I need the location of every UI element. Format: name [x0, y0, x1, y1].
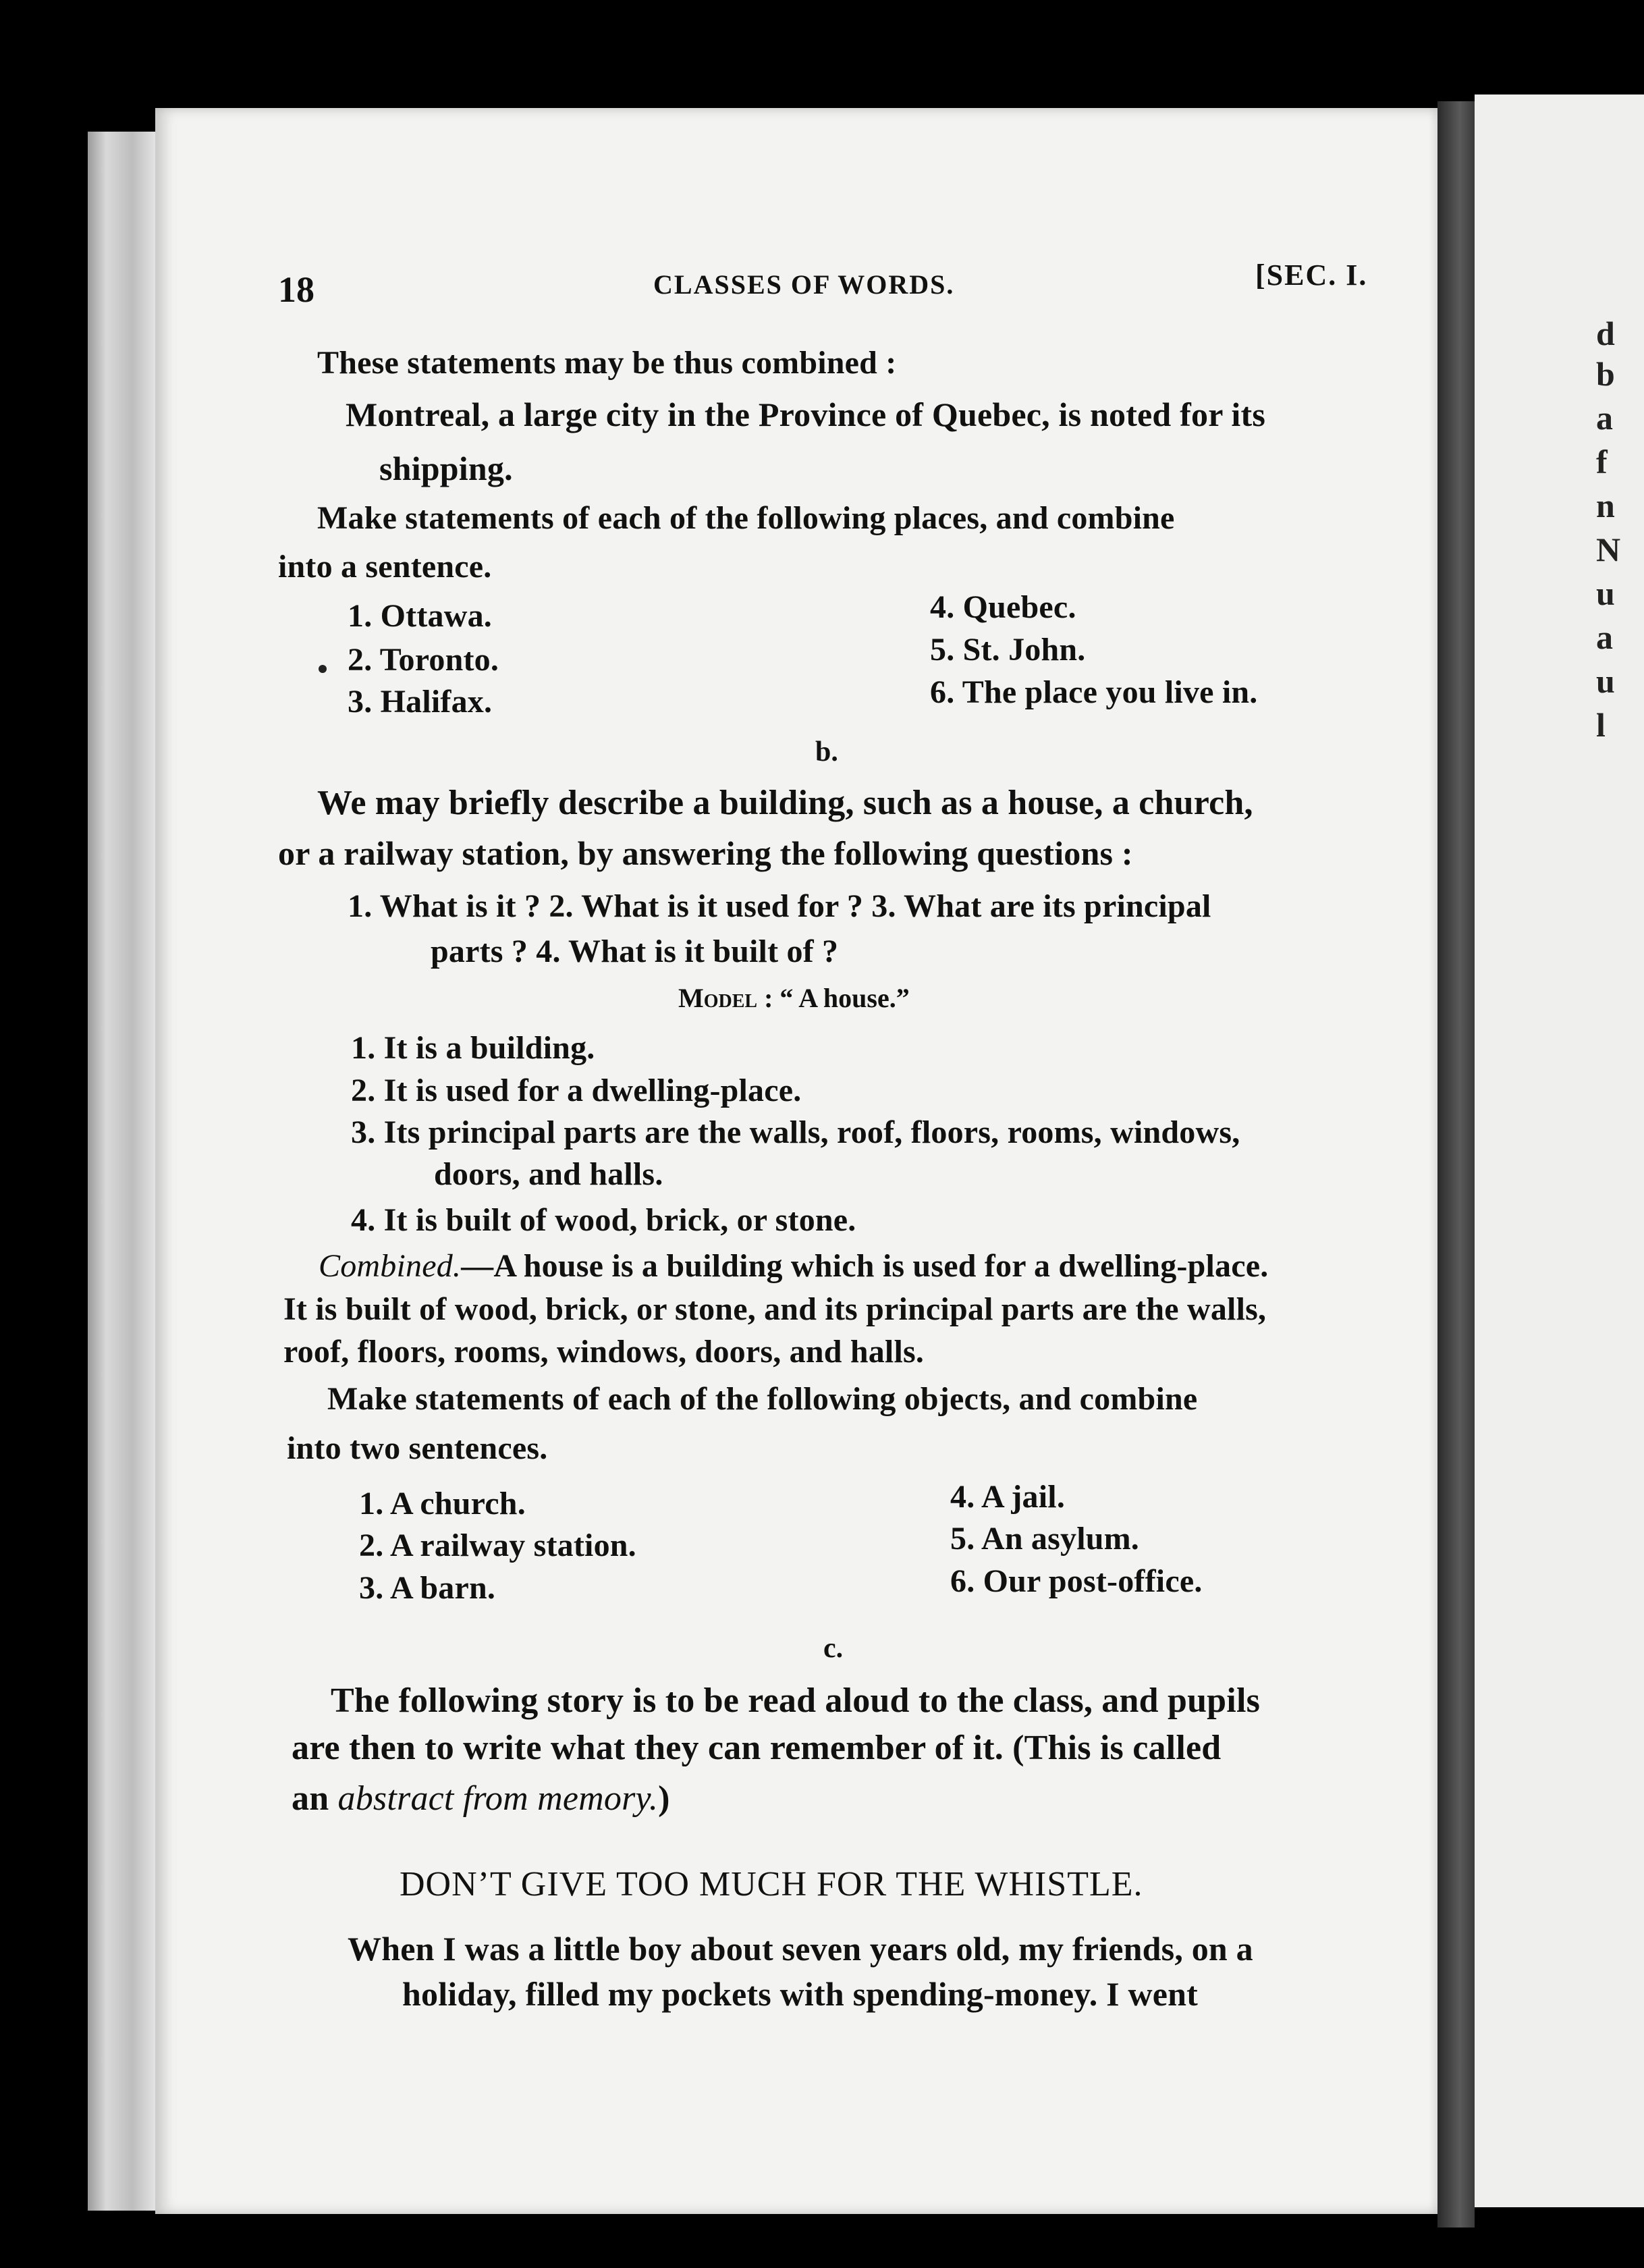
combined-example-line: shipping. — [379, 450, 513, 487]
facing-page-letter: d — [1596, 315, 1615, 352]
section-c-italic: abstract from memory. — [337, 1779, 659, 1818]
section-c-paragraph-line — [292, 1779, 670, 1818]
facing-page-letter: a — [1596, 618, 1613, 656]
combined-paragraph-line: It is built of wood, brick, or stone, and its principal parts are the walls, — [283, 1291, 1267, 1327]
list-item: 6. Our post-office. — [950, 1563, 1203, 1599]
questions-line: 1. What is it ? 2. What is it used for ? 3. What are its principal — [348, 888, 1211, 924]
list-item: 6. The place you live in. — [930, 674, 1258, 710]
story-line: holiday, filled my pockets with spending-money. I went — [402, 1975, 1199, 2013]
section-b-paragraph-line: or a railway station, by answering the following questions : — [278, 834, 1133, 872]
exercise-instruction: into a sentence. — [278, 549, 492, 585]
model-label: Model — [678, 983, 758, 1013]
page-number: 18 — [278, 269, 314, 310]
list-item: 2. A railway station. — [359, 1528, 636, 1563]
story-title: DON’T GIVE TOO MUCH FOR THE WHISTLE. — [400, 1865, 1143, 1904]
section-reference: [SEC. I. — [1255, 259, 1368, 292]
exercise-instruction: Make statements of each of the following objects, and combine — [327, 1381, 1198, 1417]
model-answer: 4. It is built of wood, brick, or stone. — [351, 1202, 856, 1238]
list-item: 1. A church. — [359, 1486, 526, 1521]
story-line: When I was a little boy about seven years old, my friends, on a — [348, 1930, 1253, 1968]
section-c-paragraph-line: are then to write what they can remember of it. (This is called — [292, 1729, 1222, 1767]
list-item: 4. Quebec. — [930, 589, 1076, 625]
ink-speck — [319, 665, 327, 673]
list-item: 3. A barn. — [359, 1570, 496, 1606]
combined-text: —A house is a building which is used for a dwelling-place. — [461, 1248, 1269, 1284]
book-gutter — [1437, 101, 1475, 2228]
combined-paragraph-line — [319, 1247, 1268, 1285]
model-answer: 1. It is a building. — [351, 1030, 595, 1066]
exercise-instruction: Make statements of each of the following places, and combine — [317, 500, 1175, 536]
combined-lead: These statements may be thus combined : — [317, 345, 897, 381]
section-label-c: c. — [823, 1633, 844, 1664]
combined-example-line: Montreal, a large city in the Province of Quebec, is noted for its — [346, 396, 1265, 433]
section-b-paragraph-line: We may briefly describe a building, such as a house, a church, — [317, 784, 1253, 822]
running-title: CLASSES OF WORDS. — [653, 269, 955, 300]
section-c-prefix: an — [292, 1779, 338, 1818]
questions-line: parts ? 4. What is it built of ? — [431, 934, 839, 969]
facing-page-letter: n — [1596, 487, 1615, 524]
combined-paragraph-line: roof, floors, rooms, windows, doors, and halls. — [283, 1334, 925, 1370]
section-label-b: b. — [815, 736, 838, 767]
facing-page-fragment — [1475, 94, 1644, 2207]
model-heading — [678, 982, 910, 1014]
section-c-paragraph-line: The following story is to be read aloud to the class, and pupils — [331, 1681, 1261, 1720]
facing-page-letter: u — [1596, 662, 1615, 700]
facing-page-letter: a — [1596, 399, 1613, 437]
section-c-suffix: ) — [658, 1779, 670, 1818]
list-item: 5. St. John. — [930, 632, 1086, 668]
facing-page-letter: u — [1596, 574, 1615, 612]
exercise-instruction: into two sentences. — [287, 1430, 548, 1466]
list-item: 4. A jail. — [950, 1479, 1066, 1515]
facing-page-letter: f — [1596, 443, 1608, 481]
facing-page-letter: b — [1596, 355, 1615, 393]
list-item: 2. Toronto. — [348, 642, 499, 678]
list-item: 1. Ottawa. — [348, 598, 492, 634]
list-item: 3. Halifax. — [348, 684, 493, 720]
combined-label: Combined. — [319, 1248, 462, 1284]
facing-page-letter: l — [1596, 706, 1606, 744]
previous-pages-edge — [88, 132, 162, 2211]
facing-page-letter: N — [1596, 531, 1621, 568]
model-answer: doors, and halls. — [434, 1156, 663, 1192]
list-item: 5. An asylum. — [950, 1521, 1140, 1557]
model-text: : “ A house.” — [757, 983, 910, 1013]
model-answer: 3. Its principal parts are the walls, roof, floors, rooms, windows, — [351, 1114, 1240, 1150]
model-answer: 2. It is used for a dwelling-place. — [351, 1073, 802, 1108]
